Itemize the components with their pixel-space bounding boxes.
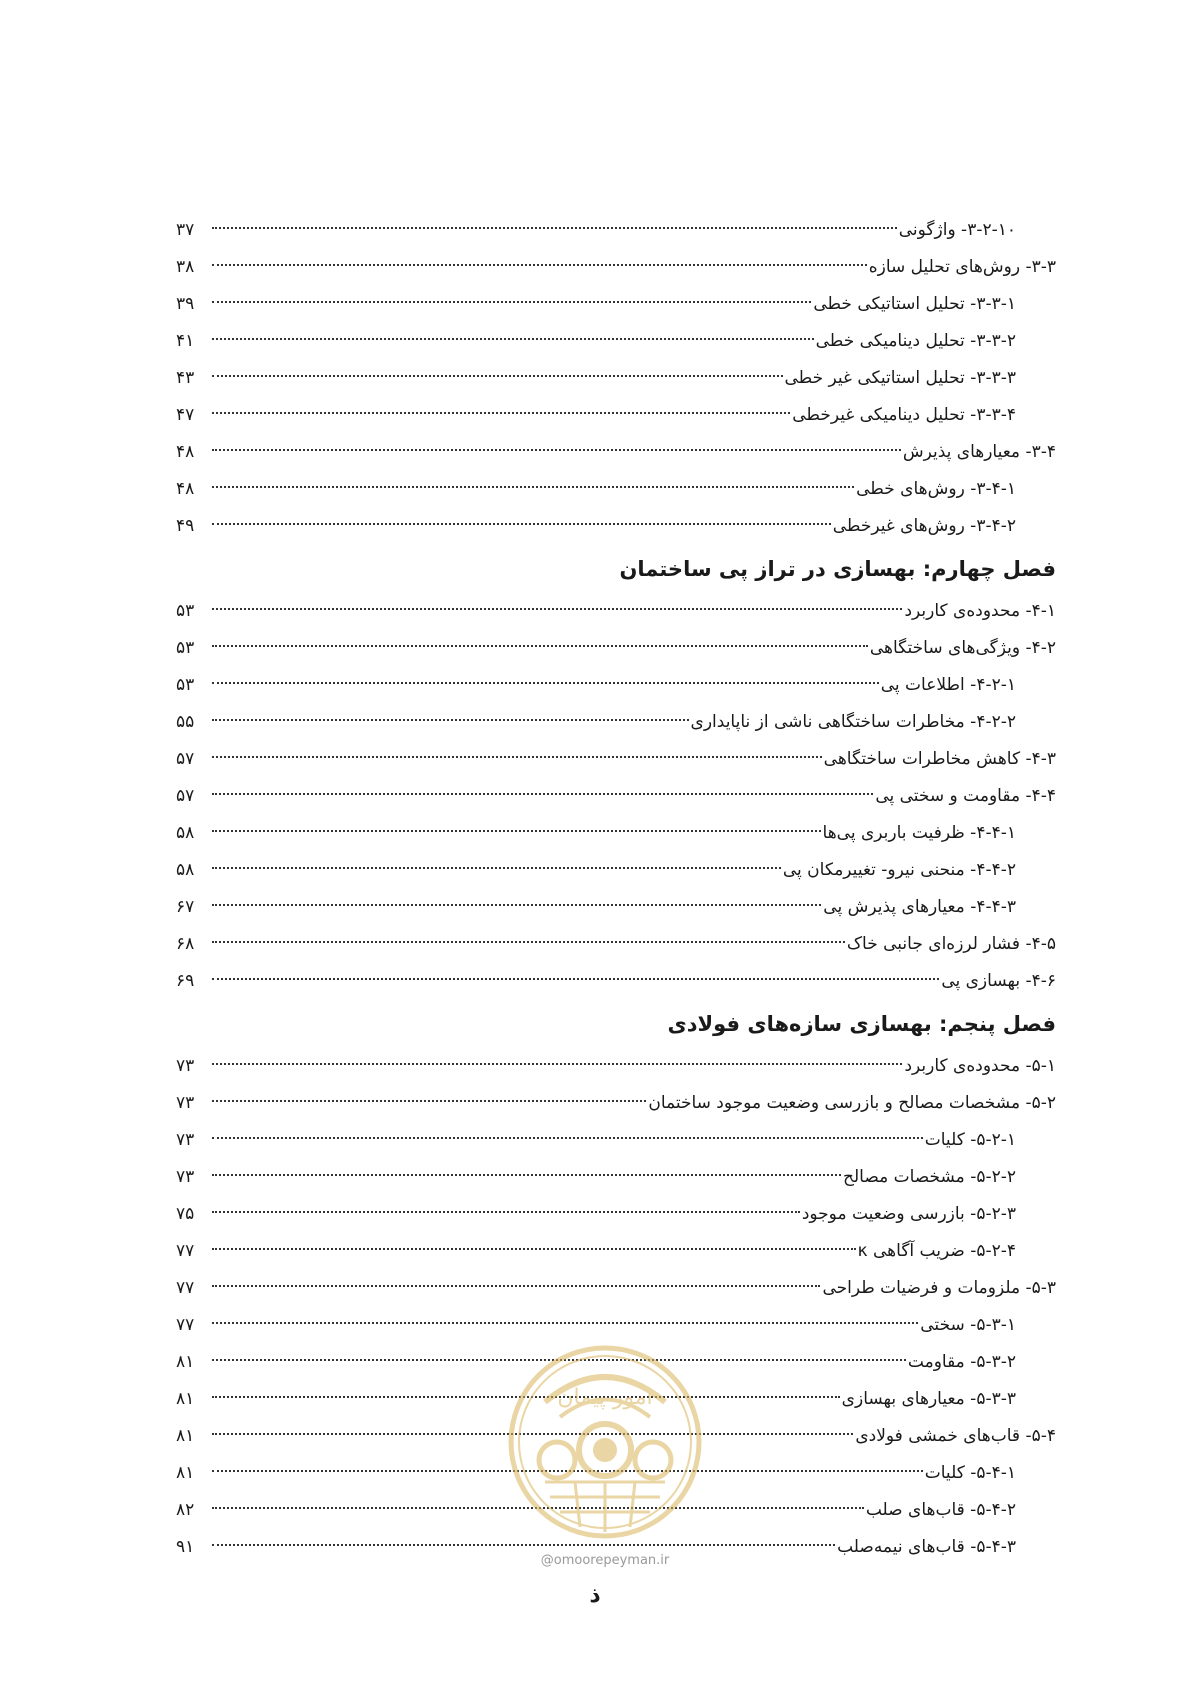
toc-entry[interactable] <box>176 1159 1056 1196</box>
toc-entry-page: ۳۹ <box>176 294 195 314</box>
dot-leader <box>212 941 845 943</box>
toc-entry[interactable] <box>176 1270 1056 1307</box>
dot-leader <box>212 375 783 377</box>
toc-entry-title: ۵-۴- قاب‌های خمشی فولادی <box>855 1426 1056 1446</box>
toc-entry-title: ۴-۲- ویژگی‌های ساختگاهی <box>869 638 1056 658</box>
toc-entry-title: ۵-۴-۱- کلیات <box>924 1463 1016 1483</box>
toc-entry-title: ۴-۴-۳- معیارهای پذیرش پی <box>823 897 1016 917</box>
chapter-heading <box>176 1000 1056 1048</box>
dot-leader <box>212 867 781 869</box>
toc-entry[interactable] <box>176 397 1056 434</box>
toc-entry-title: ۴-۲-۱- اطلاعات پی <box>880 675 1016 695</box>
toc-entry-title: ۴-۴-۲- منحنی نیرو- تغییرمکان پی <box>782 860 1016 880</box>
dot-leader <box>212 338 814 340</box>
toc-entry-page: ۵۳ <box>176 638 195 658</box>
watermark-site: @omoorepeyman.ir <box>540 1553 670 1568</box>
toc-entry-page: ۷۷ <box>176 1241 195 1261</box>
toc-entry-title: ۴-۶- بهسازی پی <box>941 971 1056 991</box>
toc-entry[interactable] <box>176 508 1056 545</box>
toc-entry[interactable] <box>176 1122 1056 1159</box>
toc-entry-page: ۸۱ <box>176 1352 195 1372</box>
chapter-heading <box>176 545 1056 593</box>
toc-entry-title: ۵-۲- مشخصات مصالح و بازرسی وضعیت موجود ساختمان <box>648 1093 1056 1113</box>
dot-leader <box>212 682 879 684</box>
toc-entry[interactable] <box>176 434 1056 471</box>
toc-entry[interactable] <box>176 286 1056 323</box>
dot-leader <box>212 1285 820 1287</box>
toc-entry[interactable] <box>176 852 1056 889</box>
toc-entry-page: ۵۸ <box>176 860 195 880</box>
toc-entry[interactable] <box>176 1085 1056 1122</box>
toc-entry-page: ۵۷ <box>176 786 195 806</box>
toc-entry-title: ۵-۲-۳- بازرسی وضعیت موجود <box>801 1204 1016 1224</box>
toc-entry[interactable] <box>176 1048 1056 1085</box>
toc-entry-page: ۵۳ <box>176 675 195 695</box>
toc-entry-page: ۴۹ <box>176 516 195 536</box>
toc-entry-title: ۴-۴-۱- ظرفیت باربری پی‌ها <box>822 823 1016 843</box>
dot-leader <box>212 1322 918 1324</box>
toc-entry[interactable] <box>176 815 1056 852</box>
toc-entry[interactable] <box>176 1233 1056 1270</box>
toc-entry[interactable] <box>176 212 1056 249</box>
dot-leader <box>212 830 821 832</box>
toc-entry-page: ۵۷ <box>176 749 195 769</box>
toc-entry[interactable] <box>176 778 1056 815</box>
dot-leader <box>212 978 939 980</box>
toc-entry[interactable] <box>176 667 1056 704</box>
toc-entry[interactable] <box>176 926 1056 963</box>
watermark-text: امور پیمان <box>557 1385 653 1410</box>
toc-entry[interactable] <box>176 360 1056 397</box>
toc-entry-page: ۶۸ <box>176 934 195 954</box>
toc-entry-page: ۴۳ <box>176 368 195 388</box>
dot-leader <box>212 756 822 758</box>
toc-entry-page: ۷۳ <box>176 1130 195 1150</box>
toc-entry[interactable] <box>176 471 1056 508</box>
dot-leader <box>212 1544 835 1546</box>
toc-entry-page: ۹۱ <box>176 1537 195 1557</box>
toc-entry-page: ۵۸ <box>176 823 195 843</box>
toc-entry-page: ۷۳ <box>176 1093 195 1113</box>
toc-entry-title: ۵-۲-۴- ضریب آگاهی κ <box>857 1241 1016 1261</box>
toc-entry-title: ۵-۴-۲- قاب‌های صلب <box>865 1500 1016 1520</box>
dot-leader <box>212 1100 646 1102</box>
dot-leader <box>212 486 854 488</box>
toc-entry-title: ۳-۴- معیارهای پذیرش <box>902 442 1056 462</box>
toc-entry[interactable] <box>176 1196 1056 1233</box>
toc-entry-title: ۵-۳- ملزومات و فرضیات طراحی <box>822 1278 1056 1298</box>
page-number: ذ <box>589 1583 601 1608</box>
toc-entry-title: ۵-۳-۲- مقاومت <box>907 1352 1016 1372</box>
toc-entry-title: ۳-۳-۲- تحلیل دینامیکی خطی <box>815 331 1016 351</box>
toc-entry-title: ۵-۳-۳- معیارهای بهسازی <box>841 1389 1016 1409</box>
toc-entry-title: ۳-۳-۳- تحلیل استاتیکی غیر خطی <box>784 368 1016 388</box>
chapter-title: فصل پنجم: بهسازی سازه‌های فولادی <box>667 1012 1056 1036</box>
dot-leader <box>212 1063 902 1065</box>
dot-leader <box>212 264 867 266</box>
toc-entry-title: ۴-۳- کاهش مخاطرات ساختگاهی <box>823 749 1056 769</box>
dot-leader <box>212 645 868 647</box>
toc-entry-page: ۸۱ <box>176 1426 195 1446</box>
toc-entry-page: ۴۸ <box>176 442 195 462</box>
toc-entry-page: ۳۷ <box>176 220 195 240</box>
dot-leader <box>212 1248 856 1250</box>
toc-entry-title: ۵-۴-۳- قاب‌های نیمه‌صلب <box>837 1537 1016 1557</box>
chapter-title: فصل چهارم: بهسازی در تراز پی ساختمان <box>619 557 1056 581</box>
toc-entry-title: ۳-۴-۲- روش‌های غیرخطی <box>832 516 1016 536</box>
toc-entry-title: ۴-۱- محدوده‌ی کاربرد <box>904 601 1056 621</box>
toc-entry-title: ۳-۳-۱- تحلیل استاتیکی خطی <box>813 294 1016 314</box>
toc-entry-page: ۷۷ <box>176 1278 195 1298</box>
watermark-logo-icon <box>505 1342 705 1542</box>
toc-entry[interactable] <box>176 963 1056 1000</box>
toc-entry-title: ۵-۲-۱- کلیات <box>924 1130 1016 1150</box>
toc-entry-page: ۵۵ <box>176 712 195 732</box>
toc-entry-page: ۵۳ <box>176 601 195 621</box>
toc-entry-page: ۷۳ <box>176 1056 195 1076</box>
toc-entry-title: ۵-۱- محدوده‌ی کاربرد <box>904 1056 1056 1076</box>
dot-leader <box>212 227 897 229</box>
toc-entry-title: ۴-۲-۲- مخاطرات ساختگاهی ناشی از ناپایداری <box>690 712 1016 732</box>
toc-entry-title: ۳-۲-۱۰- واژگونی <box>898 220 1016 240</box>
dot-leader <box>212 793 873 795</box>
toc-entry-title: ۴-۴- مقاومت و سختی پی <box>875 786 1056 806</box>
dot-leader <box>212 904 821 906</box>
dot-leader <box>212 1174 841 1176</box>
toc-entry-page: ۸۲ <box>176 1500 195 1520</box>
dot-leader <box>212 608 902 610</box>
toc-entry[interactable] <box>176 593 1056 630</box>
toc-entry-page: ۶۷ <box>176 897 195 917</box>
toc-entry-page: ۸۱ <box>176 1463 195 1483</box>
toc-entry-page: ۴۸ <box>176 479 195 499</box>
dot-leader <box>212 523 831 525</box>
dot-leader <box>212 301 811 303</box>
toc-entry-title: ۴-۵- فشار لرزه‌ای جانبی خاک <box>846 934 1056 954</box>
toc-entry[interactable] <box>176 249 1056 286</box>
toc-entry[interactable] <box>176 704 1056 741</box>
toc-entry-page: ۷۵ <box>176 1204 195 1224</box>
toc-entry-title: ۳-۴-۱- روش‌های خطی <box>856 479 1016 499</box>
toc-entry-title: ۳-۳- روش‌های تحلیل سازه <box>868 257 1056 277</box>
toc-entry-page: ۴۷ <box>176 405 195 425</box>
dot-leader <box>212 1137 923 1139</box>
toc-entry-title: ۵-۳-۱- سختی <box>920 1315 1016 1335</box>
toc-entry-title: ۳-۳-۴- تحلیل دینامیکی غیرخطی <box>792 405 1016 425</box>
toc-entry-page: ۳۸ <box>176 257 195 277</box>
toc-entry-page: ۸۱ <box>176 1389 195 1409</box>
toc-entry[interactable] <box>176 889 1056 926</box>
toc-entry[interactable] <box>176 741 1056 778</box>
toc-entry[interactable] <box>176 1307 1056 1344</box>
dot-leader <box>212 449 901 451</box>
toc-entry[interactable] <box>176 323 1056 360</box>
toc-entry-page: ۷۷ <box>176 1315 195 1335</box>
dot-leader <box>212 412 790 414</box>
toc-entry-page: ۷۳ <box>176 1167 195 1187</box>
toc-entry[interactable] <box>176 630 1056 667</box>
dot-leader <box>212 719 689 721</box>
toc-entry-title: ۵-۲-۲- مشخصات مصالح <box>843 1167 1016 1187</box>
toc-entry-page: ۴۱ <box>176 331 195 351</box>
dot-leader <box>212 1211 800 1213</box>
toc-entry-page: ۶۹ <box>176 971 195 991</box>
